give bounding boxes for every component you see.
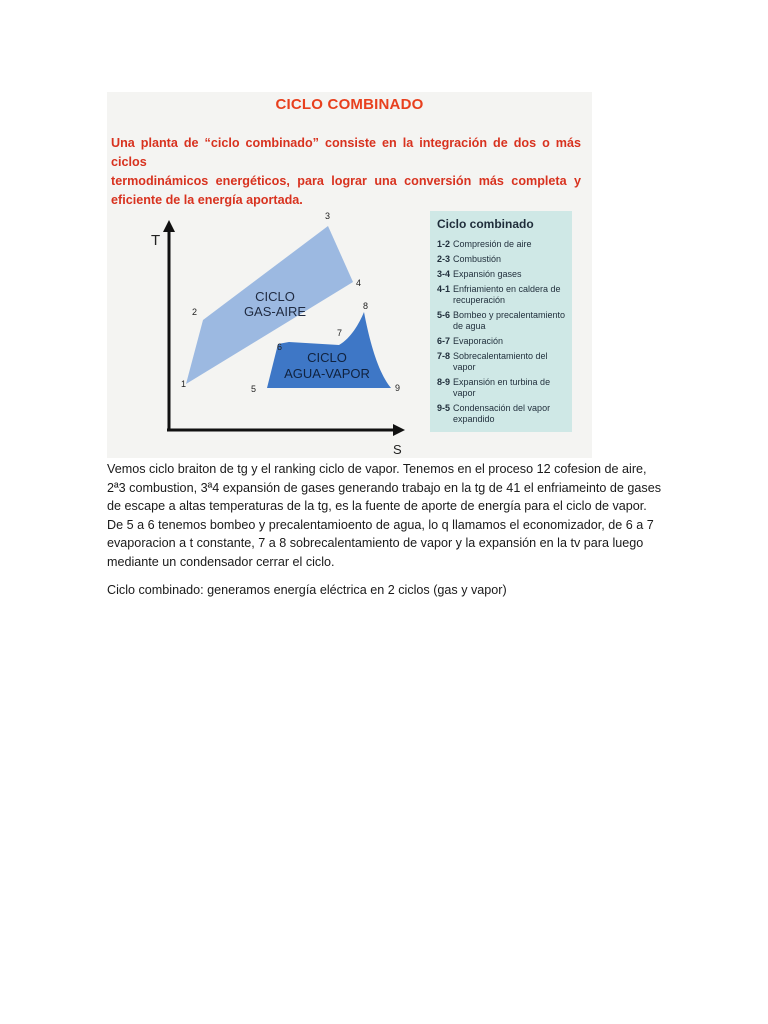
legend-desc: Compresión de aire: [453, 239, 532, 249]
legend-key: 6-7: [437, 336, 451, 346]
gas-region-label: GAS-AIRE: [243, 304, 307, 319]
intro-line: Una planta de “ciclo combinado” consiste en la integración de dos o más ciclos: [111, 136, 581, 169]
steam-region-label: CICLO: [307, 350, 347, 365]
point-label: 8: [363, 301, 369, 311]
x-axis-arrow: [393, 424, 405, 436]
legend-key: 1-2: [437, 239, 451, 249]
legend-key: 9-5: [437, 403, 451, 413]
axis-label-s: S: [393, 442, 402, 457]
axis-label-t: T: [151, 232, 161, 249]
legend-desc: Expansión en turbina de vapor: [453, 377, 551, 398]
intro-line: termodinámicos energéticos, para lograr una conversión más completa y: [111, 174, 581, 188]
legend-key: 4-1: [437, 284, 451, 294]
legend-key: 5-6: [437, 310, 451, 320]
point-label: 1: [181, 379, 187, 389]
legend-desc: Bombeo y precalentamiento de agua: [453, 310, 566, 331]
point-label: 9: [395, 383, 401, 393]
legend-item: [437, 310, 571, 332]
point-label: 3: [325, 211, 331, 221]
steam-region-label: AGUA-VAPOR: [284, 366, 370, 381]
legend-item: [437, 403, 571, 425]
y-axis-arrow: [163, 220, 175, 232]
intro-line: eficiente de la energía aportada.: [111, 193, 303, 207]
legend-item: [437, 254, 571, 265]
legend-key: 7-8: [437, 351, 451, 361]
body-paragraph: Ciclo combinado: generamos energía eléctrica en 2 ciclos (gas y vapor): [107, 582, 507, 597]
legend-desc: Combustión: [453, 254, 502, 264]
legend-key: 8-9: [437, 377, 451, 387]
point-label: 5: [251, 384, 257, 394]
legend-item: [437, 269, 571, 280]
body-text: [107, 460, 663, 599]
legend-item: [437, 336, 571, 347]
legend-list: [437, 239, 571, 429]
legend-desc: Sobrecalentamiento del vapor: [453, 351, 548, 372]
body-paragraph: Vemos ciclo braiton de tg y el ranking ciclo de vapor. Tenemos en el proceso 12 cofesion de aire, 2ª3 combustion, 3ª4 expansión de gases generando trabajo en la tg de 41 el enfriameinto de gases de escape a altas temperaturas de la tg, es la fuente de aporte de energía para el ciclo de vapor. De 5 a 6 tenemos bombeo y precalentamioento de agua, lo q llamamos el economizador, de 6 a 7 evaporacion a t constante, 7 a 8 sobrecalentamiento de vapor y la expansión en la tv para luego mediante un condensador cerrar el ciclo.: [107, 462, 662, 569]
legend-item: [437, 351, 571, 373]
point-label: 4: [356, 278, 362, 288]
legend-item: [437, 284, 571, 306]
figure-title: CICLO COMBINADO: [275, 96, 424, 113]
legend-item: [437, 377, 571, 399]
legend-desc: Enfriamiento en caldera de recuperación: [453, 284, 561, 305]
point-label: 7: [337, 328, 343, 338]
legend-key: 3-4: [437, 269, 451, 279]
gas-region-label: CICLO: [255, 289, 295, 304]
combined-cycle-figure: [107, 92, 592, 458]
point-label: 6: [277, 342, 283, 352]
point-label: 2: [192, 307, 198, 317]
legend-desc: Evaporación: [453, 336, 504, 346]
legend-key: 2-3: [437, 254, 451, 264]
legend-box: [430, 211, 572, 432]
legend-item: [437, 239, 571, 250]
legend-desc: Expansión gases: [453, 269, 522, 279]
legend-title: Ciclo combinado: [437, 217, 534, 231]
legend-desc: Condensación del vapor expandido: [453, 403, 551, 424]
